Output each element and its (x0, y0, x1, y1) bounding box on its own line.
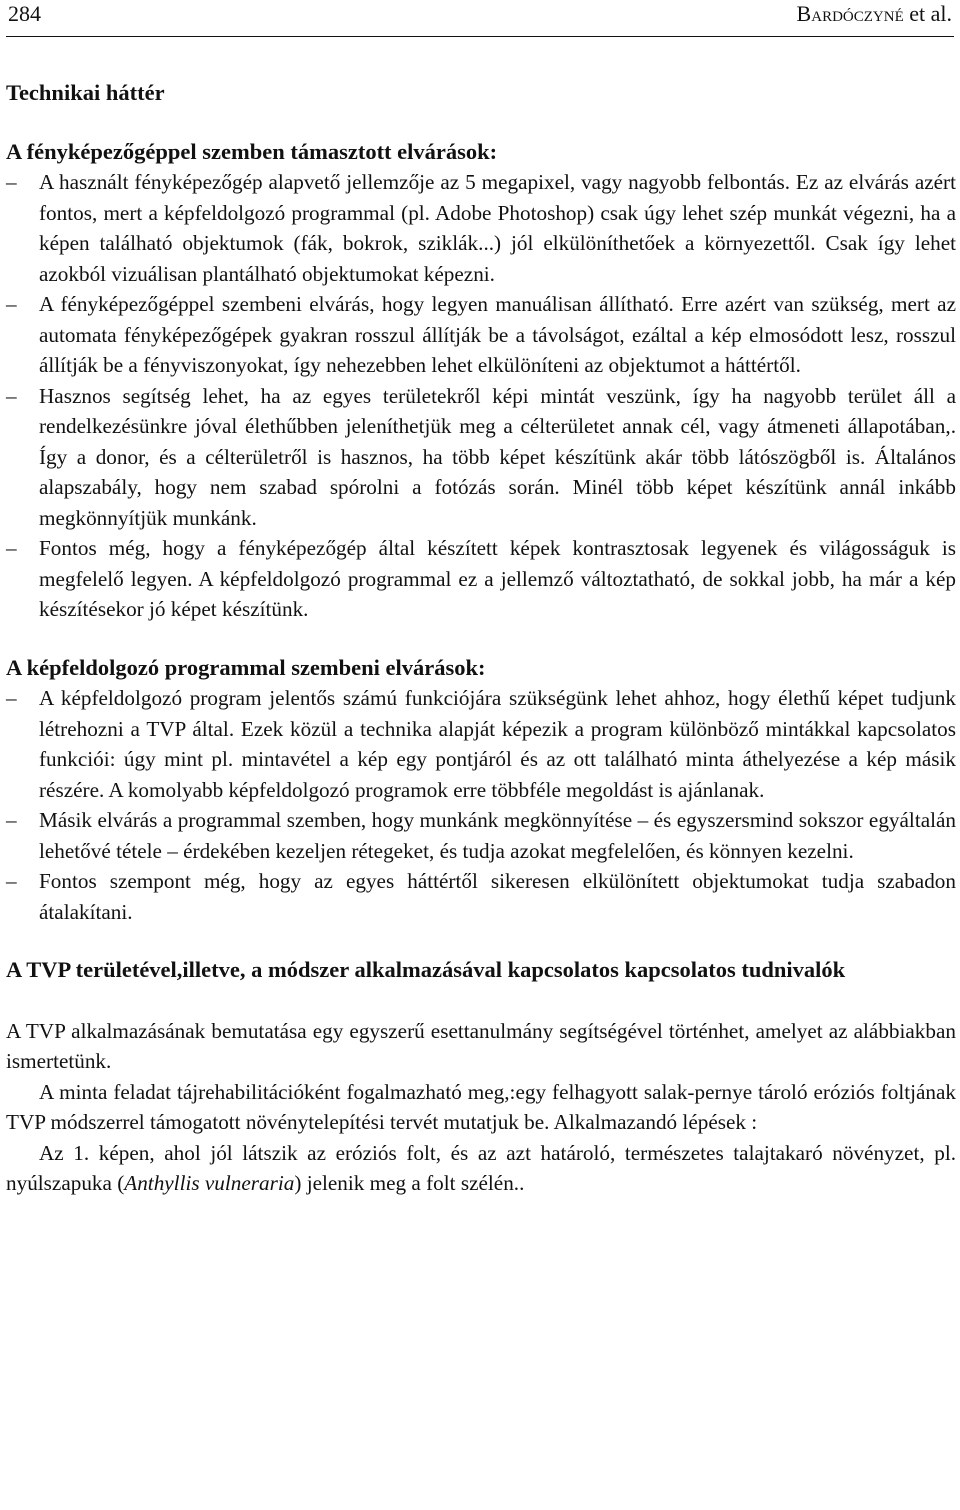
list-item (6, 683, 956, 805)
section-title: Technikai háttér (6, 80, 165, 105)
page-header (6, 0, 954, 37)
list-item-text: A használt fényképezőgép alapvető jellemzője az 5 megapixel, vagy nagyobb felbontás. Ez az elvárás azért fontos, mert a képfeldolgozó programmal (pl. Adobe Photoshop) csak úgy lehet szép munkát végezni, ha a képen található objektumok (fák, bokrok, sziklák...) jól elkülöníthetőek a környezettől. Csak így lehet azokból vizuálisan plantálható objektumokat képezni. (39, 170, 956, 286)
dash-bullet: – (6, 808, 17, 832)
page-body (6, 78, 956, 1199)
dash-bullet: – (6, 536, 17, 560)
tvp-paragraph-3-text: Az 1. képen, ahol jól látszik az eróziós folt, és az azt határoló, természetes talajtakaró növényzet, pl. nyúlszapuka ( (6, 1140, 956, 1195)
tvp-paragraph-1: A TVP alkalmazásának bemutatása egy egyszerű esettanulmány segítségével történhet, amelyet az alábbiakban ismertetünk. (6, 1018, 956, 1073)
dash-bullet: – (6, 170, 17, 194)
list-item-text: Fontos még, hogy a fényképezőgép által készített képek kontrasztosak legyenek és világosságuk is megfelelő legyen. A képfeldolgozó programmal ez a jellemző változtatható, de sokkal jobb, ha már a kép készítésekor jó képet készítünk. (39, 536, 956, 621)
dash-bullet: – (6, 292, 17, 316)
section-gap (6, 986, 956, 1016)
list-item (6, 805, 956, 866)
tvp-paragraph-2: A minta feladat tájrehabilitációként fogalmazható meg,:egy felhagyott salak-pernye tároló eróziós foltjának TVP módszerrel támogatott növénytelepítési tervét mutatjuk be. Alkalmazandó lépések : (6, 1079, 956, 1134)
list-item-text: Fontos szempont még, hogy az egyes háttértől sikeresen elkülönített objektumokat tudja szabadon átalakítani. (39, 869, 956, 924)
running-head-initial: B (796, 1, 812, 26)
running-head-author: ardóczyné (811, 1, 904, 26)
species-name: Anthyllis vulneraria (124, 1171, 295, 1195)
software-heading: A képfeldolgozó programmal szembeni elvárások: (6, 654, 486, 680)
list-item-text: Hasznos segítség lehet, ha az egyes területekről képi mintát veszünk, így ha nagyobb terület áll a rendelkezésünkre jóval élethűbben jeleníthetjük meg a célterületet annak cél, vagy átmeneti állapotában,. Így a donor, és a célterületről is hasznos, ha több képet készítünk akár több látószögből is. Általános alapszabály, hogy nem szabad spórolni a fotózás során. Minél több képet készítünk annál inkább megkönnyítjük munkánk. (39, 383, 956, 530)
tvp-paragraph-3-end: ) jelenik meg a folt szélén.. (294, 1171, 525, 1195)
list-item (6, 533, 956, 625)
page-number: 284 (8, 1, 41, 26)
list-item (6, 866, 956, 927)
list-item-text: A képfeldolgozó program jelentős számú funkciójára szükségünk lehet ahhoz, hogy élethű képet tudjunk létrehozni a TVP által. Ezek közül a technika alapját képezik a program különböző mintákkal kapcsolatos funkciói: úgy mint pl. mintavétel a kép egy pontjáról és az ott található minta áthelyezése a kép másik részére. A komolyabb képfeldolgozó programok erre többféle megoldást is ajánlanak. (39, 686, 956, 802)
list-item (6, 289, 956, 381)
dash-bullet: – (6, 869, 17, 893)
dash-bullet: – (6, 686, 17, 710)
dash-bullet: – (6, 383, 17, 408)
list-item (6, 381, 956, 534)
software-list (6, 683, 956, 927)
camera-heading: A fényképezőgéppel szemben támasztott elvárások: (6, 138, 498, 164)
list-item (6, 167, 956, 289)
list-item-text: A fényképezőgéppel szembeni elvárás, hogy legyen manuálisan állítható. Erre azért van szükség, mert az automata fényképezőgépek gyakran rosszul állítják be a távolságot, ezáltal a kép elmosódott lesz, rosszul állítják be a fényviszonyokat, így nehezebben lehet elkülöníteni az objektumot a háttértől. (39, 292, 956, 377)
list-item-text: Másik elvárás a programmal szemben, hogy munkánk megkönnyítése – és egyszersmind sokszor egyáltalán lehetővé tétele – érdekében kezeljen rétegeket, és tudja azokat megfelelően, és könnyen kezelni. (39, 808, 956, 863)
camera-list (6, 167, 956, 625)
running-head-etal: et al. (903, 1, 952, 26)
running-head (797, 0, 952, 28)
tvp-paragraph-3 (6, 1138, 956, 1199)
tvp-heading: A TVP területével,illetve, a módszer alkalmazásával kapcsolatos kapcsolatos tudnivalók (6, 957, 846, 982)
